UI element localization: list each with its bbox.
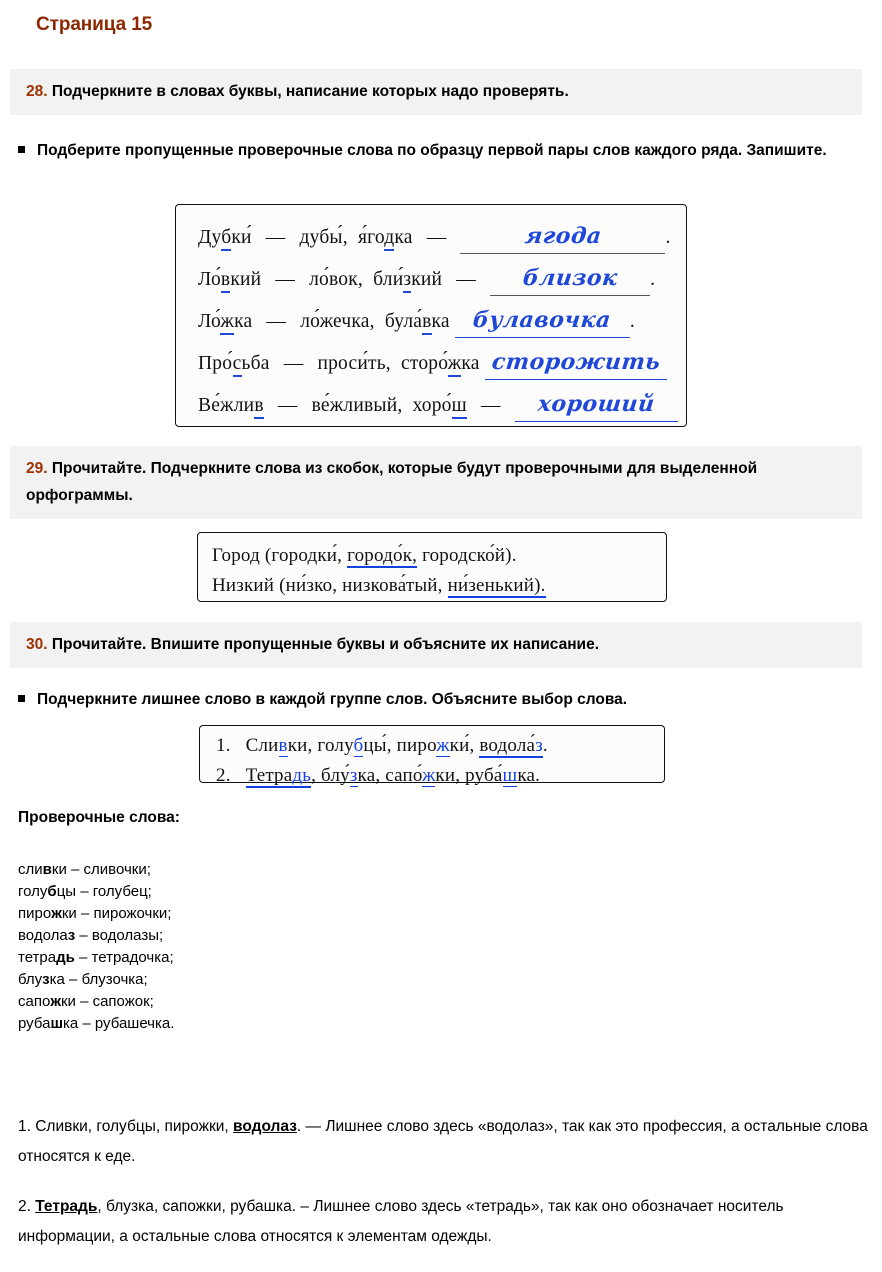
handwritten-answer: хороший — [536, 391, 656, 417]
word-part: була́ — [384, 311, 423, 332]
word-part: ки́, — [449, 735, 475, 756]
checkable-letter: ш — [452, 395, 467, 419]
highlighted-letter: б — [47, 883, 57, 900]
answer-pair — [18, 947, 510, 969]
word-pair-row — [198, 259, 670, 301]
word-part: ка, — [357, 765, 381, 786]
check-word: пирожочки; — [93, 905, 172, 922]
task-number-28: 28. — [26, 83, 48, 100]
handwritten-answer: близок — [521, 265, 619, 291]
check-word: тетрадочка; — [91, 949, 174, 966]
check-word: сливочки; — [83, 861, 151, 878]
checkable-letter: в — [254, 395, 263, 419]
word-part: кий — [411, 269, 443, 290]
odd-word-out: Тетрадь — [35, 1198, 98, 1215]
task-number-30: 30. — [26, 636, 48, 653]
inserted-letter: дь — [292, 765, 312, 786]
word-item[interactable] — [317, 735, 391, 757]
open-paren: ( — [264, 545, 272, 566]
choice-option[interactable]: городки́, — [271, 545, 343, 566]
comma: , — [311, 765, 317, 786]
task-header-30 — [10, 622, 862, 668]
answer-pair — [18, 925, 510, 947]
explanation-tail: , блузка, сапожки, рубашка. – Лишнее слово здесь «тетрадь», так как оно обозначает носитель информации, а остальные слова относятся к элементам одежды. — [18, 1198, 784, 1245]
bracket-choice-row — [212, 541, 654, 571]
word-item[interactable] — [465, 765, 540, 787]
highlighted-letter: ж — [51, 905, 62, 922]
task-30-bullet-text: Подчеркните лишнее слово в каждой группе слов. Объясните выбор слова. — [37, 691, 628, 708]
answer-pair — [18, 903, 510, 925]
choice-option-text: ни́зенький — [447, 575, 535, 596]
word-part: ка — [234, 311, 253, 332]
inserted-letter: ж — [422, 765, 436, 786]
word-part: тетра — [18, 949, 57, 966]
word-pair-row — [198, 301, 670, 343]
period: . — [650, 269, 656, 290]
open-paren: ( — [279, 575, 286, 596]
dash: — — [426, 227, 447, 248]
check-word: блузочка; — [81, 971, 148, 988]
numbered-word-row — [216, 761, 654, 791]
answer-pair — [18, 881, 510, 903]
separator: – — [78, 1015, 95, 1032]
checkable-letter: в — [422, 311, 431, 335]
separator: – — [75, 927, 92, 944]
highlighted-letter: дь — [56, 949, 75, 966]
word-part: пиро — [396, 735, 437, 756]
task-instruction-28: Подчеркните в словах буквы, написание которых надо проверять. — [51, 83, 569, 100]
word-part: голу — [18, 883, 48, 900]
check-word: сапожок; — [92, 993, 154, 1010]
explanation-lead: 1. Сливки, голубцы, пирожки, — [18, 1118, 234, 1135]
task-number-29: 29. — [26, 460, 48, 477]
word-pair-row — [198, 385, 670, 427]
exercise-box-30 — [199, 725, 665, 786]
odd-word-out: водолаз — [233, 1118, 297, 1135]
separator: – — [76, 883, 93, 900]
choice-option-selected[interactable] — [448, 575, 546, 598]
word-item[interactable] — [246, 735, 313, 757]
highlighted-letter: з — [42, 971, 50, 988]
dash: — — [265, 227, 286, 248]
answer-pair — [18, 991, 510, 1013]
checkable-letter: б — [221, 227, 231, 251]
choice-option-selected[interactable]: городо́к, — [347, 545, 418, 566]
head-word: Низкий — [212, 575, 275, 596]
word-pair-row — [198, 217, 670, 259]
word-part: сапо — [18, 993, 51, 1010]
highlighted-letter: ш — [50, 1015, 63, 1032]
task-30-bullet — [14, 685, 874, 714]
checkable-letter: с — [233, 353, 242, 377]
checkable-letter: ж — [448, 353, 462, 377]
task-header-28 — [10, 69, 862, 115]
head-word: Город — [212, 545, 260, 566]
inserted-letter: ш — [502, 765, 518, 786]
word-item[interactable] — [397, 735, 475, 757]
word-part: ки, — [435, 765, 461, 786]
word-part: руба — [18, 1015, 51, 1032]
inserted-letter: ж — [436, 735, 450, 756]
check-word: голубец; — [92, 883, 152, 900]
checkable-letter: д — [384, 227, 394, 251]
answer-blank[interactable] — [455, 305, 630, 338]
inserted-letter: з — [535, 735, 543, 756]
word-pair-row — [198, 343, 670, 385]
highlighted-letter: в — [42, 861, 52, 878]
answer-pair — [18, 859, 510, 881]
list-number: 1. — [216, 735, 231, 756]
word-part: ьба — [241, 353, 270, 374]
word-part: руба́ — [465, 765, 503, 786]
inserted-letter: з — [349, 765, 358, 786]
highlighted-letter: ж — [50, 993, 61, 1010]
word-part: цы́, — [363, 735, 392, 756]
word-part: хоро́ — [412, 395, 452, 416]
check-word: рубашечка. — [94, 1015, 175, 1032]
word-part: сли — [18, 861, 43, 878]
word-part: ка — [49, 971, 65, 988]
close-paren: ). — [505, 545, 517, 566]
task-28-bullet — [14, 136, 874, 165]
choice-option[interactable]: ни́зко, — [285, 575, 338, 596]
word-part: ве́жливый, — [311, 395, 403, 416]
checkable-letter: з — [403, 269, 411, 293]
answers-title: Проверочные слова: — [18, 809, 180, 826]
choice-option[interactable]: городско́й — [422, 545, 506, 566]
word-part: ка — [62, 1015, 79, 1032]
separator: – — [74, 949, 92, 966]
answer-pair — [18, 1013, 510, 1035]
handwritten-answer: сторожить — [490, 349, 662, 375]
answers-list — [10, 859, 510, 1035]
numbered-word-row — [216, 731, 654, 761]
choice-option[interactable]: низкова́тый, — [342, 575, 443, 596]
word-item-selected[interactable] — [479, 735, 543, 758]
answer-blank[interactable] — [485, 347, 667, 380]
word-part: ка — [461, 353, 480, 374]
bracket-choice-row — [212, 571, 654, 601]
separator: – — [75, 993, 93, 1010]
word-part: ки — [61, 905, 77, 922]
word-part: Про́ — [198, 353, 233, 374]
word-part: пиро — [18, 905, 52, 922]
task-instruction-30: Прочитайте. Впишите пропущенные буквы и объясните их написание. — [51, 636, 600, 653]
word-part: блу́ — [321, 765, 350, 786]
worksheet-page — [0, 14, 882, 1272]
answer-blank[interactable] — [490, 263, 650, 296]
highlighted-letter: з — [67, 927, 76, 944]
checkable-letter: ж — [220, 311, 234, 335]
word-part: водола́ — [479, 735, 536, 756]
word-part: цы — [56, 883, 77, 900]
word-part: ло́жечка, — [300, 311, 375, 332]
word-part: бли́ — [373, 269, 404, 290]
square-bullet-icon — [18, 146, 25, 153]
word-part: сапо́ — [385, 765, 423, 786]
check-word: водолазы; — [91, 927, 164, 944]
exercise-box-28 — [175, 204, 687, 427]
period: . — [542, 735, 548, 756]
word-part: Ло́ — [198, 269, 221, 290]
word-part: водола — [18, 927, 68, 944]
word-part: ки — [51, 861, 67, 878]
word-part: проси́ть, — [317, 353, 391, 374]
word-part: голу — [317, 735, 354, 756]
answer-pair — [18, 969, 510, 991]
word-part: ка. — [517, 765, 541, 786]
word-item[interactable] — [385, 765, 460, 787]
word-part: Сли — [245, 735, 279, 756]
word-part: ки — [60, 993, 76, 1010]
word-part: ка — [431, 311, 450, 332]
task-header-29 — [10, 446, 862, 519]
dash: — — [456, 269, 476, 290]
word-item-selected[interactable] — [246, 765, 312, 788]
separator: – — [64, 971, 82, 988]
word-part: блу — [18, 971, 43, 988]
exercise-box-29 — [197, 532, 667, 602]
inserted-letter: в — [278, 735, 288, 756]
period: . — [665, 227, 671, 248]
word-part: ки, — [287, 735, 313, 756]
explanation-lead: 2. — [18, 1198, 36, 1215]
separator: – — [76, 905, 94, 922]
answer-blank[interactable] — [460, 221, 665, 254]
word-part: Ло́ — [198, 311, 221, 332]
word-part: ки́ — [231, 227, 252, 248]
word-part: я́го — [357, 227, 385, 248]
close-paren: ). — [534, 575, 546, 596]
word-part: дубы́, — [299, 227, 348, 248]
dash: — — [277, 395, 298, 416]
explanation-paragraph-2 — [18, 1192, 878, 1252]
handwritten-answer: булавочка — [472, 307, 613, 333]
period: . — [629, 311, 635, 332]
explanation-tail: . — Лишнее слово здесь «водолаз», так как это профессия, а остальные слова относятся к еде. — [18, 1118, 868, 1165]
word-part: Тетра — [245, 765, 293, 786]
dash: — — [266, 311, 287, 332]
answers-section — [10, 807, 870, 829]
square-bullet-icon — [18, 695, 25, 702]
word-part: ка — [394, 227, 413, 248]
task-28-bullet-text: Подберите пропущенные проверочные слова по образцу первой пары слов каждого ряда. Запишите. — [37, 142, 827, 159]
handwritten-answer: ягода — [523, 223, 603, 249]
checkable-letter: в — [221, 269, 230, 293]
dash: — — [283, 353, 304, 374]
dash: — — [275, 269, 296, 290]
inserted-letter: б — [353, 735, 364, 756]
list-number: 2. — [216, 765, 231, 786]
word-part: Ду — [198, 227, 222, 248]
explanation-paragraph-1 — [18, 1112, 878, 1172]
answer-blank[interactable] — [515, 389, 678, 422]
task-instruction-29: Прочитайте. Подчеркните слова из скобок, которые будут проверочными для выделенной орфограммы. — [26, 460, 758, 504]
word-item[interactable] — [321, 765, 380, 787]
word-part: сторо́ — [401, 353, 448, 374]
word-part: кий — [230, 269, 262, 290]
page-title: Страница 15 — [36, 14, 153, 35]
separator: – — [66, 861, 84, 878]
word-part: ло́вок, — [309, 269, 363, 290]
word-part: Ве́жли — [198, 395, 255, 416]
dash: — — [480, 395, 501, 416]
